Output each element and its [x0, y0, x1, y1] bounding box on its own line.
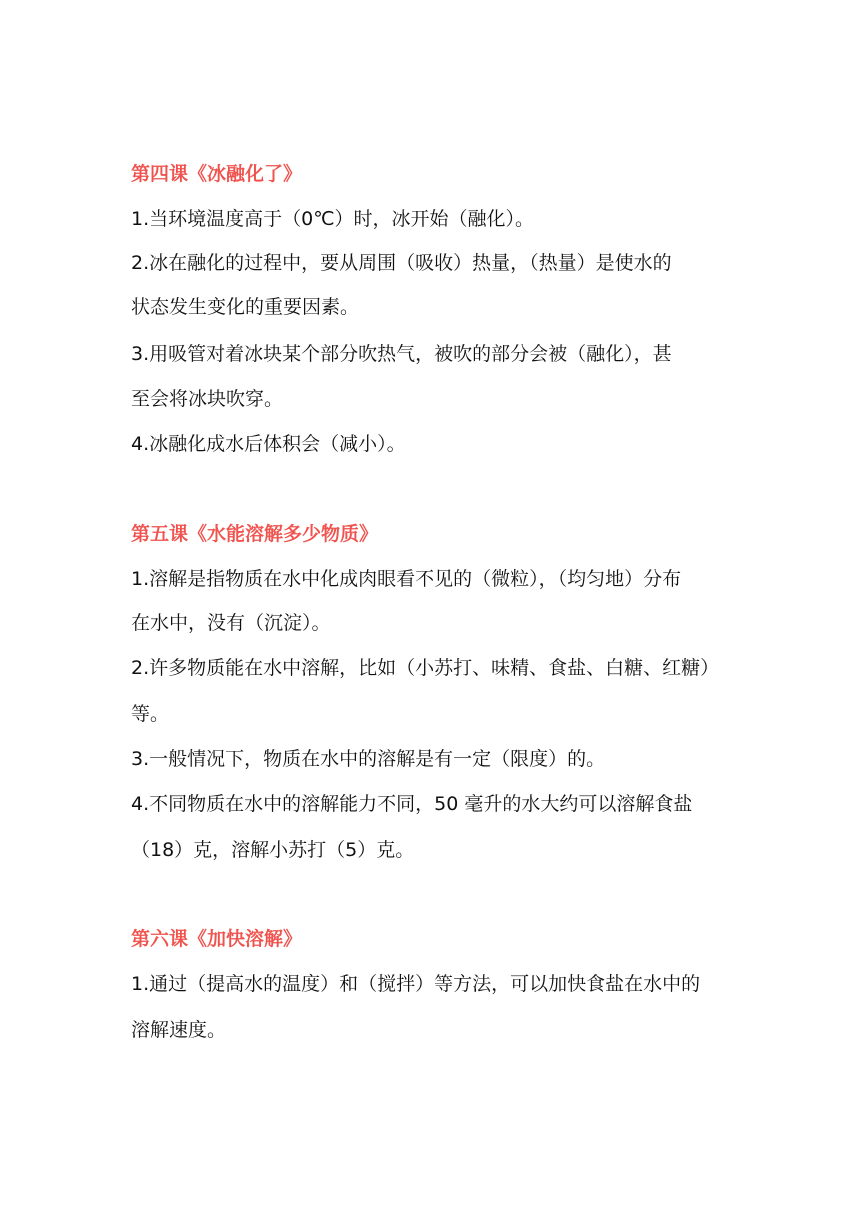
lesson5-item-4-cont: （18）克，溶解小苏打（5）克。 [131, 839, 415, 861]
lesson5-item-1: 1.溶解是指物质在水中化成肉眼看不见的（微粒），（均匀地）分布 [131, 568, 682, 590]
lesson5-title: 第五课《水能溶解多少物质》 [131, 523, 379, 545]
lesson5-item-2-cont: 等。 [131, 703, 170, 725]
lesson4-item-2: 2.冰在融化的过程中，要从周围（吸收）热量，（热量）是使水的 [131, 252, 672, 274]
lesson4-item-3: 3.用吸管对着冰块某个部分吹热气，被吹的部分会被（融化），甚 [131, 343, 672, 365]
lesson4-item-1: 1.当环境温度高于（0℃）时，冰开始（融化）。 [131, 208, 535, 230]
lesson4-item-4: 4.冰融化成水后体积会（减小）。 [131, 433, 406, 455]
lesson4-item-2-cont: 状态发生变化的重要因素。 [131, 296, 360, 318]
lesson6-title: 第六课《加快溶解》 [131, 928, 303, 950]
lesson5-item-4: 4.不同物质在水中的溶解能力不同，50 毫升的水大约可以溶解食盐 [131, 793, 693, 815]
lesson5-item-3: 3.一般情况下，物质在水中的溶解是有一定（限度）的。 [131, 748, 606, 770]
lesson6-item-1-cont: 溶解速度。 [131, 1019, 227, 1041]
lesson5-item-1-cont: 在水中，没有（沉淀）。 [131, 612, 331, 634]
lesson4-title: 第四课《冰融化了》 [131, 163, 303, 185]
lesson6-item-1: 1.通过（提高水的温度）和（搅拌）等方法，可以加快食盐在水中的 [131, 973, 701, 995]
lesson4-item-3-cont: 至会将冰块吹穿。 [131, 388, 284, 410]
lesson5-item-2: 2.许多物质能在水中溶解，比如（小苏打、味精、食盐、白糖、红糖） [131, 657, 720, 679]
